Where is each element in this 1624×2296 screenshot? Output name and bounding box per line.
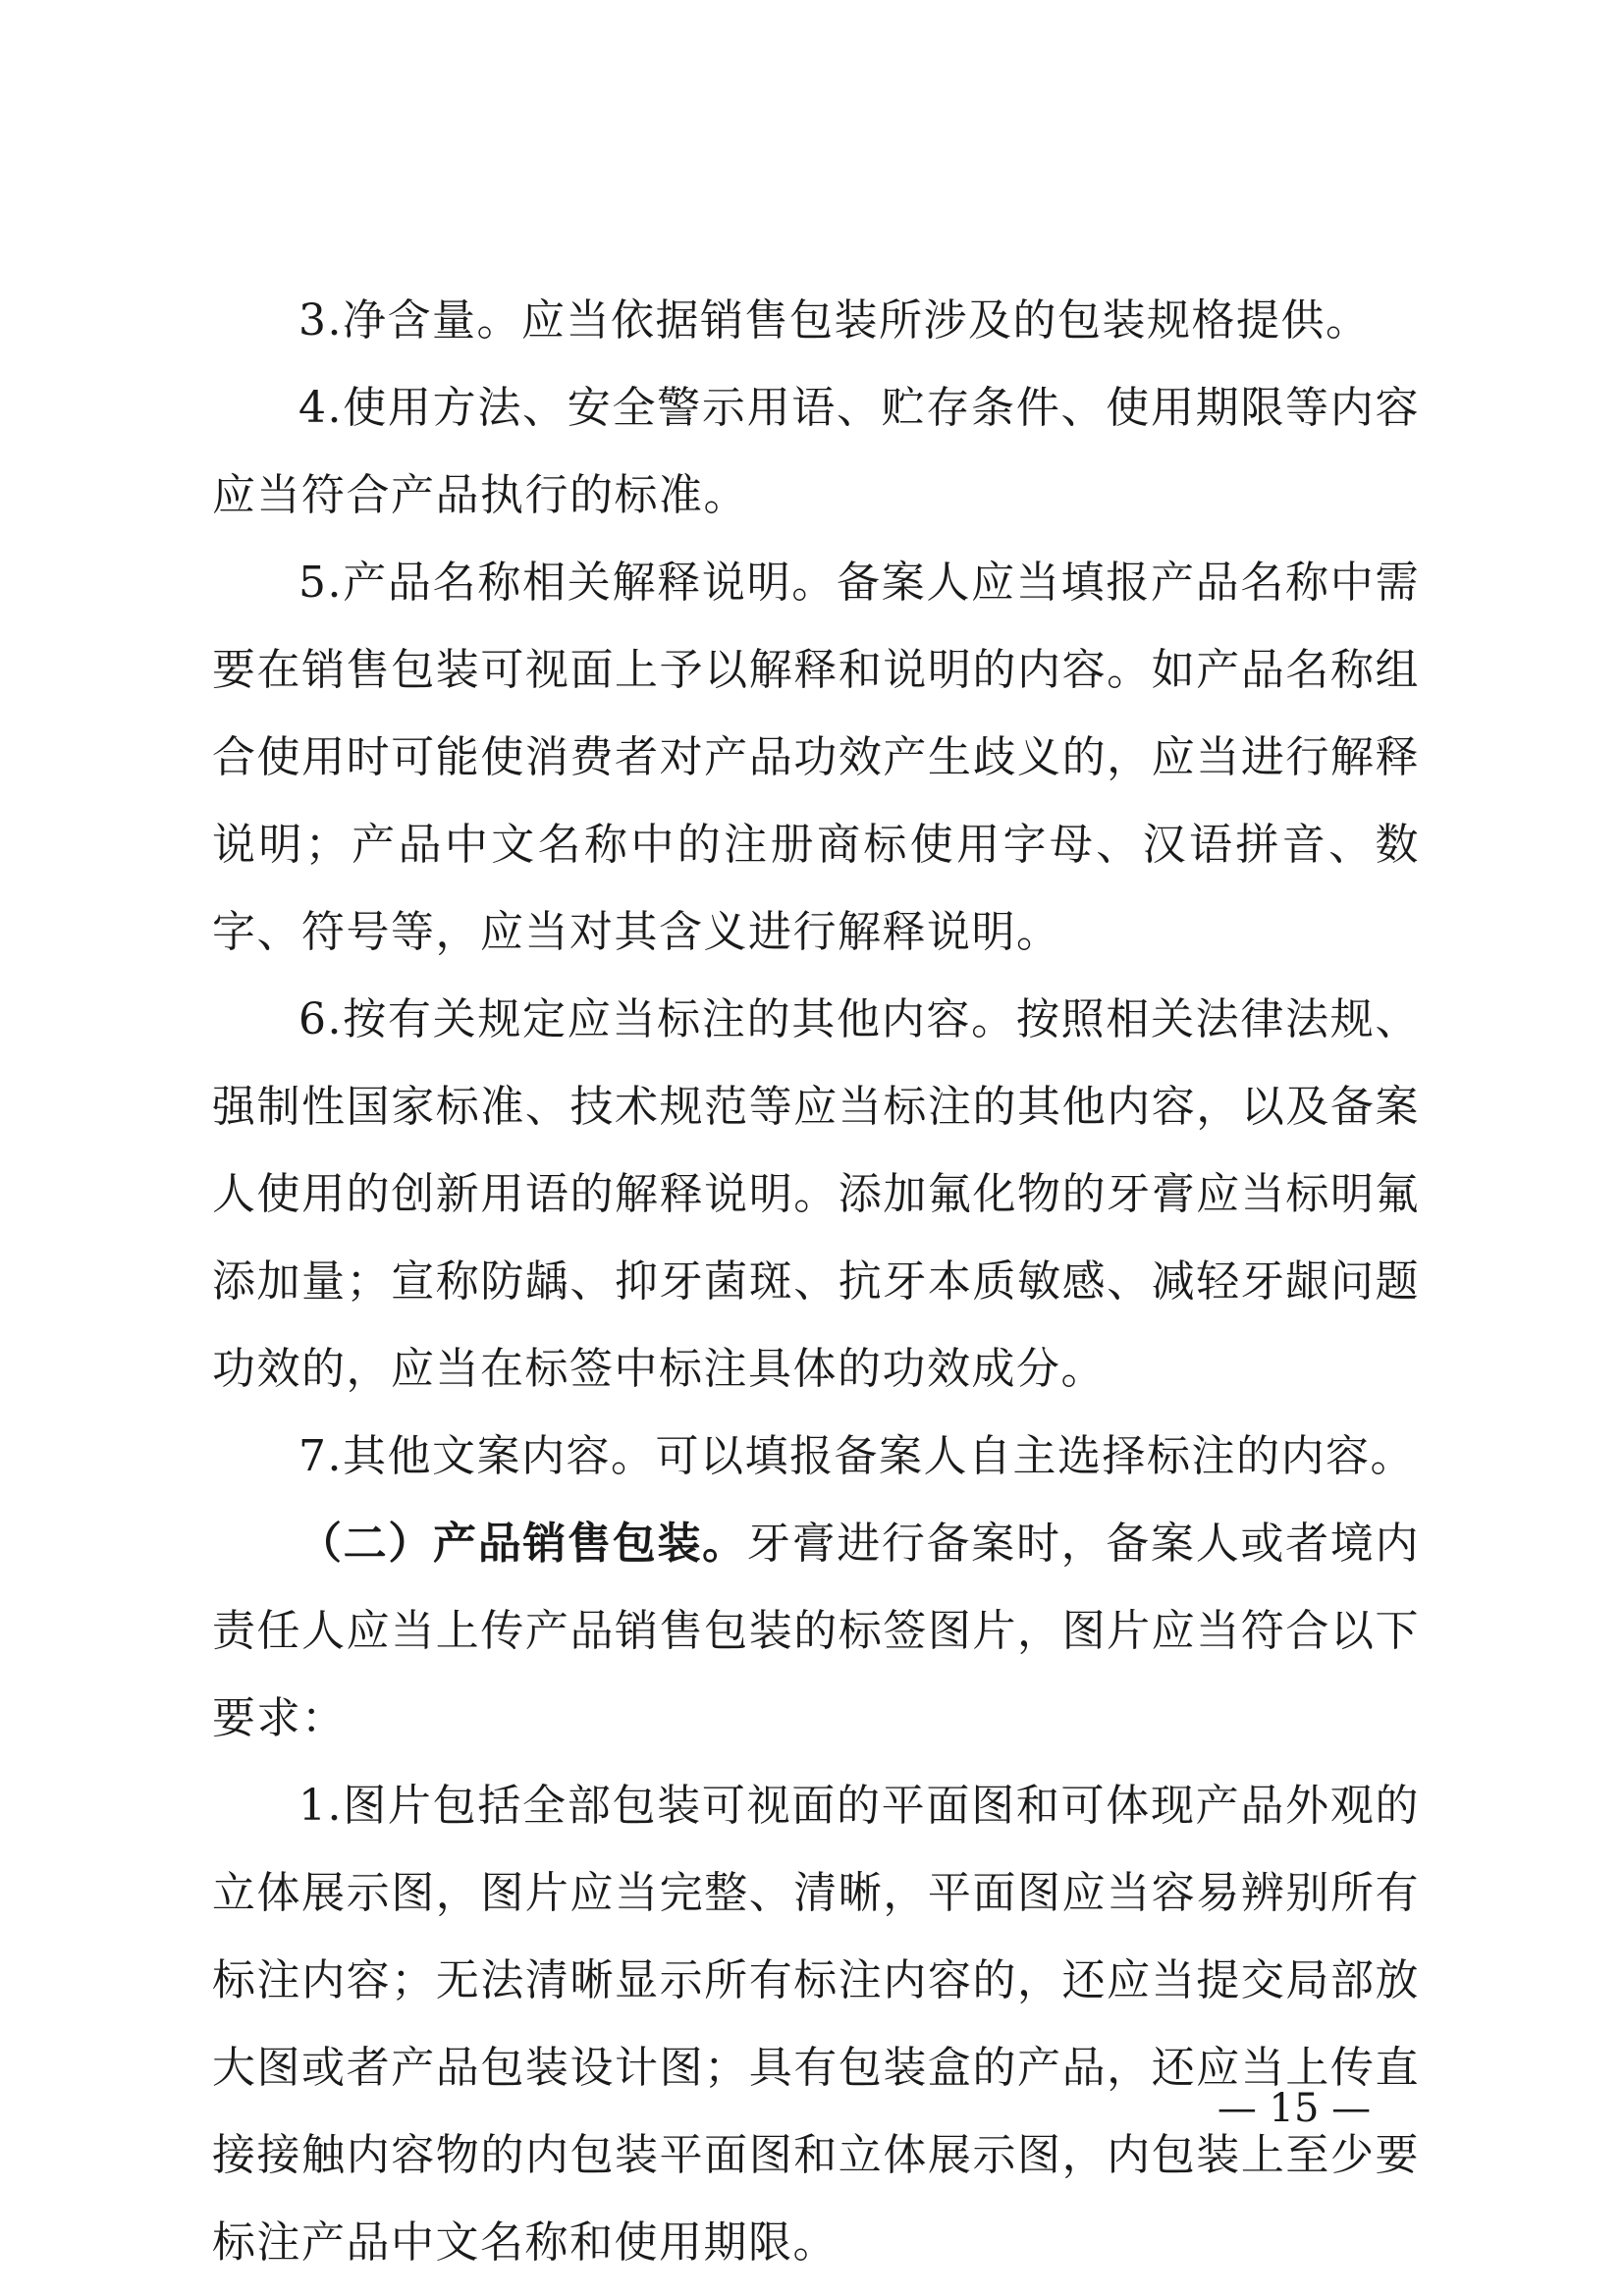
page-number: — 15 — (1217, 2086, 1372, 2131)
paragraph-usage-method (212, 364, 1420, 539)
paragraph-net-content (212, 277, 1420, 364)
paragraph-other-copy (212, 1413, 1420, 1500)
section-heading: （二）产品销售包装。 (298, 1519, 747, 1569)
paragraph-text: 5.产品名称相关解释说明。备案人应当填报产品名称中需要在销售包装可视面上予以解释和说明的内容。如产品名称组合使用时可能使消费者对产品功效产生歧义的，应当进行解释说明；产品中文名称中的注册商标使用字母、汉语拼音、数字、符号等，应当对其含义进行解释说明。 (212, 558, 1420, 957)
paragraph-text: 6.按有关规定应当标注的其他内容。按照相关法律法规、强制性国家标准、技术规范等应当标注的其他内容，以及备案人使用的创新用语的解释说明。添加氟化物的牙膏应当标明氟添加量；宣称防龋、抑牙菌斑、抗牙本质敏感、减轻牙龈问题功效的，应当在标签中标注具体的功效成分。 (212, 994, 1420, 1394)
paragraph-text: 牙膏进行备案时，备案人或者境内责任人应当上传产品销售包装的标签图片，图片应当符合以下要求： (212, 1519, 1420, 1743)
paragraph-text: 4.使用方法、安全警示用语、贮存条件、使用期限等内容应当符合产品执行的标准。 (212, 383, 1420, 520)
paragraph-text: 7.其他文案内容。可以填报备案人自主选择标注的内容。 (298, 1431, 1415, 1481)
paragraph-text: 1.图片包括全部包装可视面的平面图和可体现产品外观的立体展示图，图片应当完整、清晰，平面图应当容易辨别所有标注内容；无法清晰显示所有标注内容的，还应当提交局部放大图或者产品包装设计图；具有包装盒的产品，还应当上传直接接触内容物的内包装平面图和立体展示图，内包装上至少要标注产品中文名称和使用期限。 (212, 1781, 1420, 2268)
paragraph-text: 3.净含量。应当依据销售包装所涉及的包装规格提供。 (298, 295, 1371, 346)
paragraph-other-required-content (212, 976, 1420, 1413)
paragraph-product-name-explanation (212, 539, 1420, 976)
document-body (212, 277, 1420, 2286)
paragraph-sales-packaging (212, 1500, 1420, 1762)
paragraph-image-requirements (212, 1762, 1420, 2286)
